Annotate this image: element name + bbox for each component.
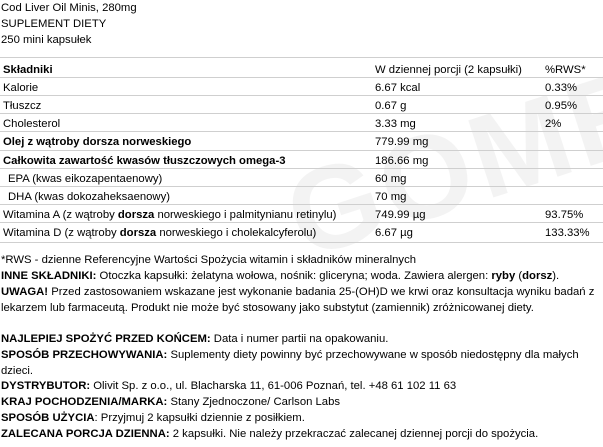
distributor-info: DYSTRYBUTOR: Olivit Sp. z o.o., ul. Blacharska 11, 61-006 Poznań, tel. +48 61 102 11 63 bbox=[1, 380, 457, 392]
ingredient-name: DHA (kwas dokozaheksaenowy) bbox=[8, 191, 170, 203]
capsule-count: 250 mini kapsułek bbox=[1, 34, 92, 46]
ingredient-rws: 0.33% bbox=[545, 82, 578, 94]
ingredient-name: Witamina D (z wątroby dorsza norweskiego i cholekalcyferolu) bbox=[3, 227, 317, 239]
ingredient-amount: 60 mg bbox=[375, 173, 407, 185]
warning-note: UWAGA! Przed zastosowaniem wskazane jest wykonanie badania 25-(OH)D we krwi oraz konsultacja wyniku badań z lekarzem lub farmaceutą. Produkt nie może być stosowany jako substytut (zamiennik) zróżnicowanej diety. bbox=[1, 286, 595, 314]
table-divider bbox=[0, 95, 603, 96]
table-divider bbox=[0, 222, 603, 223]
ingredient-amount: 0.67 g bbox=[375, 100, 407, 112]
usage-info: SPOSÓB UŻYCIA: Przyjmuj 2 kapsułki dziennie z posiłkiem. bbox=[1, 412, 305, 424]
ingredient-amount: 70 mg bbox=[375, 191, 407, 203]
ingredient-amount: 779.99 mg bbox=[375, 136, 429, 148]
ingredient-rws: 133.33% bbox=[545, 227, 590, 239]
table-divider bbox=[0, 131, 603, 132]
table-divider bbox=[0, 204, 603, 205]
ingredient-amount: 749.99 µg bbox=[375, 209, 426, 221]
ingredient-amount: 186.66 mg bbox=[375, 155, 429, 167]
ingredient-name: Olej z wątroby dorsza norweskiego bbox=[3, 136, 192, 148]
other-ingredients: INNE SKŁADNIKI: Otoczka kapsułki: żelatyna wołowa, nośnik: gliceryna; woda. Zawiera alergen: ryby (dorsz). bbox=[1, 270, 560, 282]
country-of-origin: KRAJ POCHODZENIA/MARKA: Stany Zjednoczone/ Carlson Labs bbox=[1, 396, 341, 408]
ingredient-name: Witamina A (z wątroby dorsza norweskiego i palmitynianu retinylu) bbox=[3, 209, 337, 221]
ingredient-amount: 6.67 µg bbox=[375, 227, 413, 239]
ingredient-name: EPA (kwas eikozapentaenowy) bbox=[8, 173, 163, 185]
ingredient-name: Cholesterol bbox=[3, 118, 61, 130]
ingredient-rws: 93.75% bbox=[545, 209, 584, 221]
col-header-rws: %RWS* bbox=[545, 64, 586, 76]
table-divider bbox=[0, 150, 603, 151]
best-before: NAJLEPIEJ SPOŻYĆ PRZED KOŃCEM: Data i numer partii na opakowaniu. bbox=[1, 333, 389, 345]
ingredient-amount: 3.33 mg bbox=[375, 118, 416, 130]
ingredient-rws: 0.95% bbox=[545, 100, 578, 112]
table-divider bbox=[0, 186, 603, 187]
col-header-amount: W dziennej porcji (2 kapsułki) bbox=[375, 64, 522, 76]
table-divider bbox=[0, 77, 603, 78]
table-divider bbox=[0, 168, 603, 169]
ingredient-name: Całkowita zawartość kwasów tłuszczowych omega-3 bbox=[3, 155, 286, 167]
table-divider bbox=[0, 57, 603, 58]
table-divider bbox=[0, 242, 603, 243]
rws-footnote: *RWS - dzienne Referencyjne Wartości Spożycia witamin i składników mineralnych bbox=[1, 254, 417, 266]
product-type: SUPLEMENT DIETY bbox=[1, 18, 107, 30]
ingredient-name: Kalorie bbox=[3, 82, 39, 94]
daily-dosage: ZALECANA PORCJA DZIENNA: 2 kapsułki. Nie należy przekraczać zalecanej dziennej porcji do spożycia. bbox=[1, 428, 539, 440]
ingredient-amount: 6.67 kcal bbox=[375, 82, 421, 94]
ingredient-name: Tłuszcz bbox=[3, 100, 42, 112]
product-title: Cod Liver Oil Minis, 280mg bbox=[1, 2, 137, 14]
table-divider bbox=[0, 113, 603, 114]
col-header-ingredient: Składniki bbox=[3, 64, 53, 76]
storage-info: SPOSÓB PRZECHOWYWANIA: Suplementy diety powinny być przechowywane w sposób niedostępny dla małych dzieci. bbox=[1, 349, 579, 377]
ingredient-rws: 2% bbox=[545, 118, 562, 130]
